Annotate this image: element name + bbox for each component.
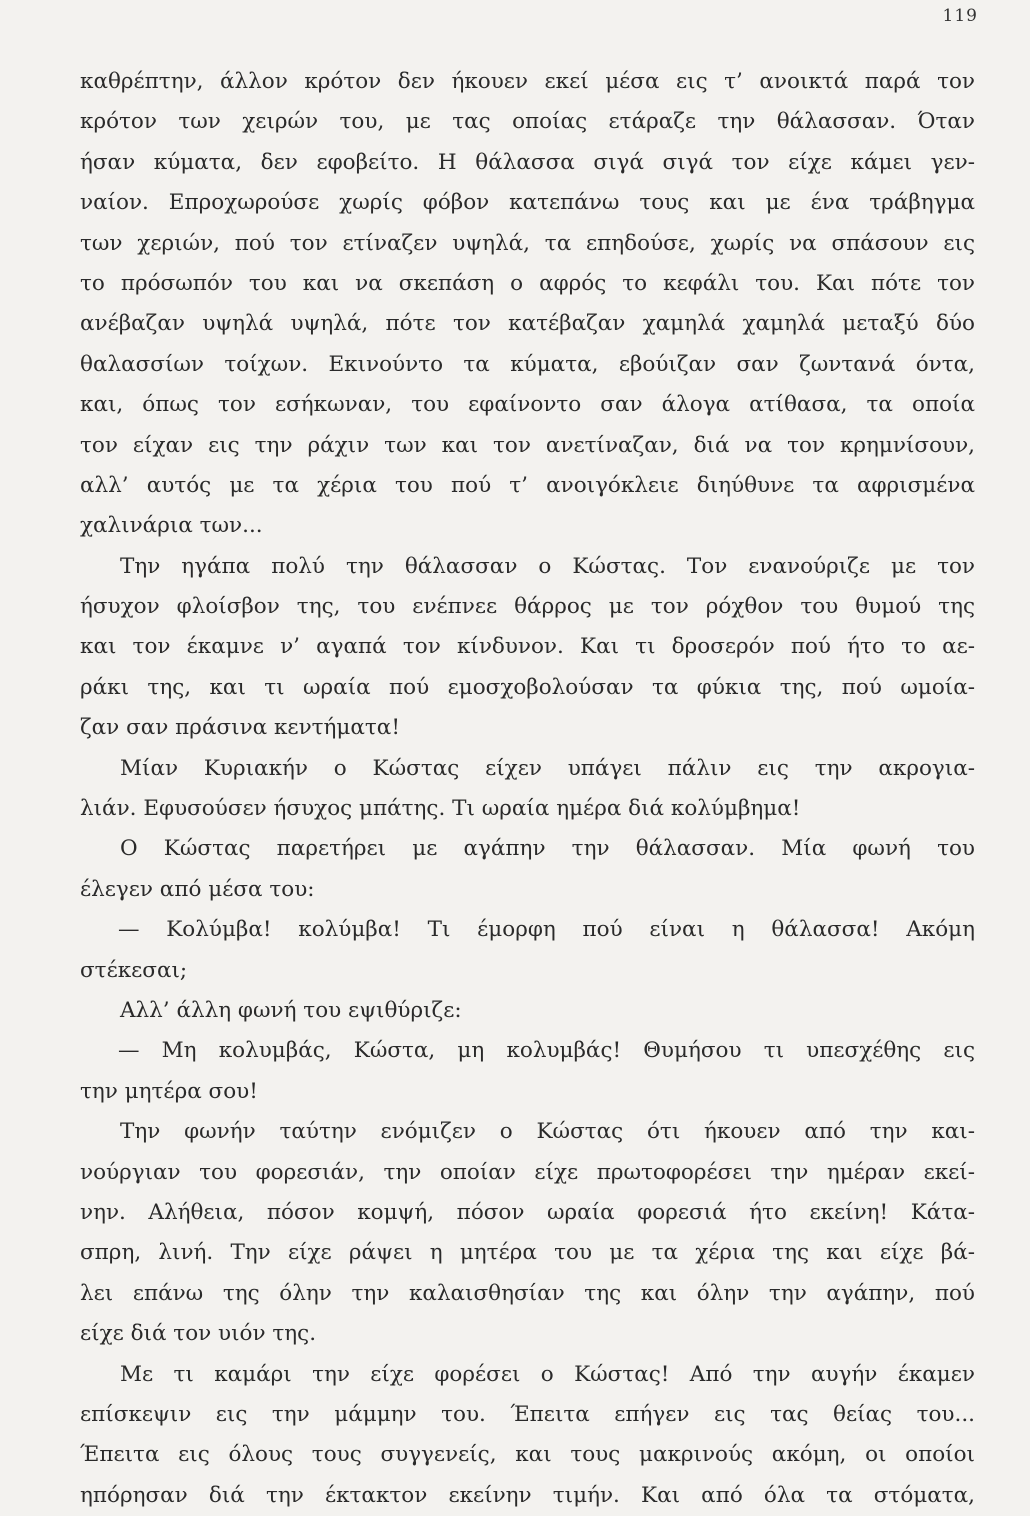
text-line: των χεριών, πού τον ετίναζεν υψηλά, τα επηδούσε, χωρίς να σπάσουν εις <box>80 230 975 256</box>
text-line: ήσυχον φλοίσβον της, του ενέπνεε θάρρος με τον ρόχθον του θυμού της <box>80 594 975 620</box>
text-line: νην. Αλήθεια, πόσον κομψή, πόσον ωραία φορεσιά ήτο εκείνη! Κάτα- <box>80 1199 975 1225</box>
page-number: 119 <box>942 6 978 26</box>
text-line: ηπόρησαν διά την έκτακτον εκείνην τιμήν. Και από όλα τα στόματα, <box>80 1482 975 1508</box>
text-line: λει επάνω της όλην την καλαισθησίαν της και όλην την αγάπην, πού <box>80 1280 975 1306</box>
text-line: κρότον των χειρών του, με τας οποίας ετάραζε την θάλασσαν. Όταν <box>80 109 975 135</box>
text-line: Ο Κώστας παρετήρει με αγάπην την θάλασσαν. Μία φωνή του <box>120 836 975 862</box>
text-line: αλλ’ αυτός με τα χέρια του πού τ’ ανοιγόκλειε διηύθυνε τα αφρισμένα <box>80 472 975 498</box>
text-line: ράκι της, και τι ωραία πού εμοσχοβολούσαν τα φύκια της, πού ωμοία- <box>80 674 975 700</box>
text-line: και τον έκαμνε ν’ αγαπά τον κίνδυνον. Και τι δροσερόν πού ήτο το αε- <box>80 634 975 660</box>
text-line: Με τι καμάρι την είχε φορέσει ο Κώστας! Από την αυγήν έκαμεν <box>120 1361 975 1387</box>
text-line: στέκεσαι; <box>80 957 188 983</box>
text-line: ανέβαζαν υψηλά υψηλά, πότε τον κατέβαζαν χαμηλά χαμηλά μεταξύ δύο <box>80 311 975 337</box>
text-line: και, όπως τον εσήκωναν, του εφαίνοντο σαν άλογα ατίθασα, τα οποία <box>80 392 975 418</box>
text-line: ναίον. Επροχωρούσε χωρίς φόβον κατεπάνω τους και με ένα τράβηγμα <box>80 190 975 216</box>
text-line: ζαν σαν πράσινα κεντήματα! <box>80 715 400 741</box>
text-line: λιάν. Εφυσούσεν ήσυχος μπάτης. Τι ωραία ημέρα διά κολύμβημα! <box>80 796 801 822</box>
text-line: Αλλ’ άλλη φωνή του εψιθύριζε: <box>120 997 462 1023</box>
text-line: θαλασσίων τοίχων. Εκινούντο τα κύματα, εβούιζαν σαν ζωντανά όντα, <box>80 351 975 377</box>
text-line: ήσαν κύματα, δεν εφοβείτο. Η θάλασσα σιγά σιγά τον είχε κάμει γεν- <box>80 149 975 175</box>
text-line: είχε διά τον υιόν της. <box>80 1321 317 1347</box>
text-line: σπρη, λινή. Την είχε ράψει η μητέρα του με τα χέρια της και είχε βά- <box>80 1240 975 1266</box>
text-line: το πρόσωπόν του και να σκεπάση ο αφρός το κεφάλι του. Και πότε τον <box>80 270 975 296</box>
text-line: καθρέπτην, άλλον κρότον δεν ήκουεν εκεί μέσα εις τ’ ανοικτά παρά τον <box>80 69 975 94</box>
text-line: Την φωνήν ταύτην ενόμιζεν ο Κώστας ότι ήκουεν από την και- <box>120 1119 975 1145</box>
text-line: Την ηγάπα πολύ την θάλασσαν ο Κώστας. Τον ενανούριζε με τον <box>120 553 975 579</box>
text-line: — Μη κολυμβάς, Κώστα, μη κολυμβάς! Θυμήσου τι υπεσχέθης εις <box>118 1038 975 1064</box>
text-line: επίσκεψιν εις την μάμμην του. Έπειτα επήγεν εις τας θείας του... <box>80 1401 975 1427</box>
body-text <box>80 62 975 1516</box>
text-line: χαλινάρια των... <box>80 513 263 539</box>
text-line: νούργιαν του φορεσιάν, την οποίαν είχε πρωτοφορέσει την ημέραν εκεί- <box>80 1159 975 1185</box>
text-line: Έπειτα εις όλους τους συγγενείς, και τους μακρινούς ακόμη, οι οποίοι <box>80 1442 975 1468</box>
text-line: έλεγεν από μέσα του: <box>80 876 315 902</box>
text-line: τον είχαν εις την ράχιν των και τον ανετίναζαν, διά να τον κρημνίσουν, <box>80 432 975 458</box>
text-line: Μίαν Κυριακήν ο Κώστας είχεν υπάγει πάλιν εις την ακρογια- <box>120 755 975 781</box>
text-line: την μητέρα σου! <box>80 1078 258 1104</box>
text-line: — Κολύμβα! κολύμβα! Τι έμορφη πού είναι η θάλασσα! Ακόμη <box>118 917 975 943</box>
